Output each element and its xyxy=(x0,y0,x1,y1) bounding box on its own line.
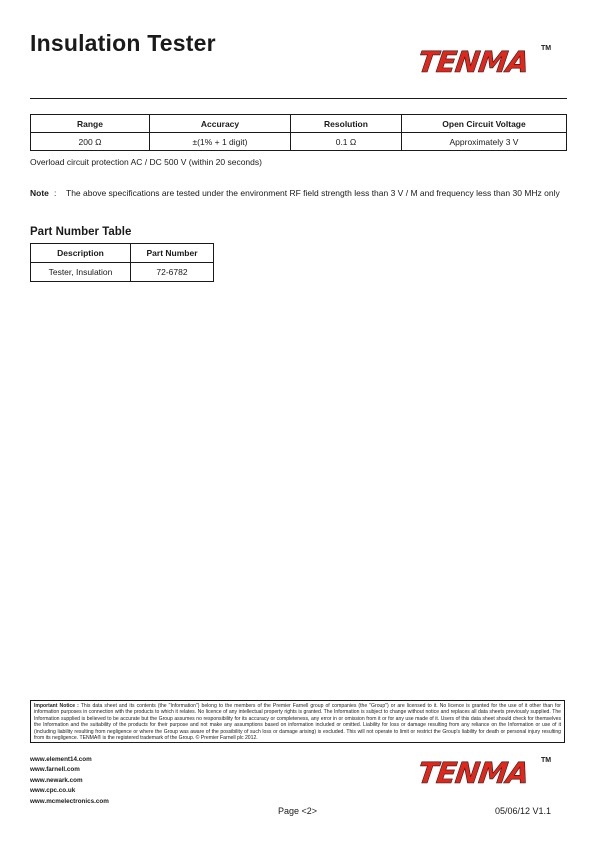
table-row xyxy=(31,263,214,282)
cell-resolution: 0.1 Ω xyxy=(291,133,402,151)
tenma-logo: TENMA xyxy=(415,45,531,79)
link-element14[interactable]: www.element14.com xyxy=(30,756,92,763)
cell-part-number: 72-6782 xyxy=(131,263,214,282)
col-header-part-number: Part Number xyxy=(131,244,214,263)
link-newark[interactable]: www.newark.com xyxy=(30,776,83,784)
cell-description: Tester, Insulation xyxy=(31,263,131,282)
cell-open-circuit-voltage: Approximately 3 V xyxy=(402,133,567,151)
col-header-open-circuit-voltage: Open Circuit Voltage xyxy=(402,115,567,133)
important-notice-label: Important Notice : xyxy=(34,703,79,709)
date-version: 05/06/12 V1.1 xyxy=(495,806,552,816)
part-number-table xyxy=(30,243,214,282)
spec-header-row xyxy=(31,115,567,133)
tenma-logo-footer: TENMA xyxy=(415,756,531,790)
link-mcmelectronics[interactable]: www.mcmelectronics.com xyxy=(30,797,109,805)
page-title: Insulation Tester xyxy=(30,30,216,56)
col-header-range: Range xyxy=(31,115,150,133)
important-notice-text: This data sheet and its contents (the "Information") belong to the members of the Premier Farnell group of companies (the "Group") or are licensed to it. No licence is granted for the use of it other than for information purposes in connection with the products to which it relates. No licence of any intellectual property rights is granted. The Information is subject to change without notice and replaces all data sheets previously supplied. The Information supplied is believed to be accurate but the Group assumes no responsibility for its accuracy or completeness, any error in or omission from it or for any use made of it. Users of this data sheet should check for themselves the Information and the suitability of the products for their purpose and not make any assumptions based on information included or omitted. Liability for loss or damage resulting from any reliance on the Information or use of it (including liability resulting from negligence or where the Group was aware of the possibility of such loss or damage arising) is excluded. This will not operate to limit or restrict the Group's liability for death or personal injury resulting from its negligence. TENMA® is the registered trademark of the Group. © Premier Farnell plc 2012. xyxy=(34,703,561,742)
col-header-resolution: Resolution xyxy=(291,115,402,133)
link-farnell[interactable]: www.farnell.com xyxy=(30,766,80,774)
page-number: Page <2> xyxy=(278,806,318,816)
note-text: The above specifications are tested under the environment RF field strength less than 3 V / M and frequency less than 30 MHz only xyxy=(66,188,560,198)
col-header-description: Description xyxy=(31,244,131,263)
header-divider xyxy=(30,98,567,99)
specification-table xyxy=(30,114,567,151)
trademark-mark-footer: TM xyxy=(541,757,552,764)
footer-links xyxy=(30,755,109,807)
col-header-accuracy: Accuracy xyxy=(150,115,291,133)
cell-range: 200 Ω xyxy=(31,133,150,151)
note-label: Note xyxy=(30,188,49,198)
overload-protection-text: Overload circuit protection AC / DC 500 V (within 20 seconds) xyxy=(30,157,262,167)
link-cpc[interactable]: www.cpc.co.uk xyxy=(30,787,76,795)
pn-header-row xyxy=(31,244,214,263)
important-notice xyxy=(30,700,565,743)
cell-accuracy: ±(1% + 1 digit) xyxy=(150,133,291,151)
trademark-mark: TM xyxy=(541,45,552,52)
note-colon: : xyxy=(54,188,57,198)
table-row xyxy=(31,133,567,151)
part-number-heading: Part Number Table xyxy=(30,226,132,238)
